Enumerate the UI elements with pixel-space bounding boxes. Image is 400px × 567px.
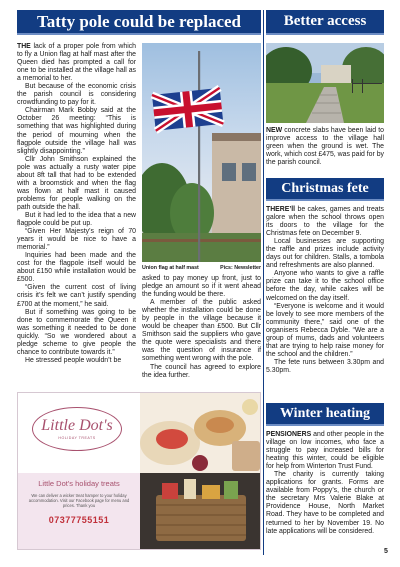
little-dots-advert [17,392,261,550]
paragraph: He stressed people wouldn’t be [25,356,122,364]
paragraph: But it had led to the idea that a new flagpole could be put up. [17,211,136,228]
caption-text: Union flag at half mast [142,265,199,271]
headline-heating [266,403,384,426]
headline-access [266,10,384,35]
headline-fete-text: Christmas fete [281,180,369,196]
advert-title: Little Dot's holiday treats [38,479,120,488]
headline-fete [266,178,384,201]
pole-column-1 [17,43,136,365]
access-body [266,127,384,167]
paragraph: “Given Her Majesty’s reign of 70 years it would be nice to have a memorial.” [17,228,136,252]
paragraph: asked to pay money up front, just to pledge an amount so if it went ahead the funding would be there. [142,275,261,299]
heating-body [266,431,384,536]
advert-body: We can deliver a wicker treat hamper to your holiday accommodation. Visit our Facebook page for menu and prices. Thank you [28,493,130,509]
paragraph: But if something was going to be done to commemorate the Queen it was something it needed to be done quickly. “So we wondered about a pledge scheme to give people the chance to contribute towards it.” [17,308,136,356]
headline-heating-text: Winter heating [279,405,371,421]
treats-photo [140,393,261,473]
paragraph: Anyone who wants to give a raffle prize can take it to the school office before the day, while cakes will be welcomed on the day itself. [266,270,384,302]
little-dots-logo [32,407,122,451]
column-divider [263,10,264,555]
headline-pole [17,10,261,35]
pole-column-2 [142,275,261,380]
paragraph: “Given the current cost of living crisis it’s felt we can’t justify spending £700 at the moment,” he said. [17,284,136,308]
flag-scene-graphic [142,43,261,262]
treats-graphic [140,393,261,473]
paragraph: Cllr John Smithson explained the pole was actually a rusty water pipe about 8ft tall that had to be extended with a broomstick and when the flag was flown at half mast it caused problems for people walking on the path outside the hall. [17,155,136,211]
advert-logo-panel [18,393,140,473]
paragraph: THERE’ll be cakes, games and treats galore when the school throws open its doors to the village for the Christmas fete on December 9. [266,206,384,238]
slabs-scene-graphic [266,43,384,123]
paragraph: But because of the economic crisis the parish council is considering crowdfunding to pay for it. [17,83,136,107]
paragraph: THE lack of a proper pole from which to fly a Union flag at half mast after the Queen died has prompted a call for one to be installed at the village hall as a memorial to her. [17,43,136,83]
advert-text-panel [18,473,140,550]
paragraph: NEW concrete slabs have been laid to improve access to the village hall green when the ground is wet. The work, which cost £475, was paid for by the parish council. [266,127,384,167]
paragraph: “Everyone is welcome and it would be lovely to see more members of the community there,” said one of the organisers Rebecca Dyble. “We are a group of mums, dads and volunteers that are trying to help raise money for the school and the children.” [266,302,384,358]
headline-access-text: Better access [283,13,367,29]
concrete-slabs-photo [266,43,384,123]
page-number: 5 [384,548,388,555]
paragraph: A member of the public asked whether the installation could be done by people in the village because it would be cheaper than £500. But Cllr Smithson said the suppliers who gave the quote were specialists and there was the question of insurance if something went wrong with the pole. [142,299,261,363]
advert-phone: 07377755151 [48,514,110,525]
paragraph: Inquiries had been made and the cost for the flagpole itself would be about £150 while installation would be £500. [17,252,136,284]
paragraph: The council has agreed to explore the idea further. [142,363,261,379]
paragraph: Local businesses are supporting the raffle and prizes include activity days out for children. Stalls, a tombola and refreshments are also planned. [266,238,384,270]
logo-name: Little Dot's [41,417,113,434]
caption-credit: Pics: Newsletter [220,265,261,271]
headline-pole-text: Tatty pole could be replaced [36,11,241,31]
paragraph: The fete runs between 3.30pm and 5.30pm. [266,358,384,374]
hamper-photo [140,473,261,550]
hamper-graphic [140,473,261,550]
paragraph: The charity is currently taking applications for grants. Forms are available from Poppy’s, the church or the secretary Mrs Valerie Blake at Providence House, North Market Road. They have to be completed and returned to her by November 19. No late applications will be considered. [266,471,384,535]
photo-caption [142,265,261,271]
fete-body [266,206,384,375]
union-flag-photo [142,43,261,262]
logo-tagline: HOLIDAY TREATS [58,436,96,440]
paragraph: PENSIONERS and other people in the village on low incomes, who face a struggle to pay increased bills for heating this winter, could be eligible for help from Winterton Trust Fund. [266,431,384,471]
paragraph: Chairman Mark Bobby said at the October 26 meeting: “This is something that was highlighted during the period of mourning when the flagpole outside the village hall was slightly disappointing.” [17,107,136,155]
